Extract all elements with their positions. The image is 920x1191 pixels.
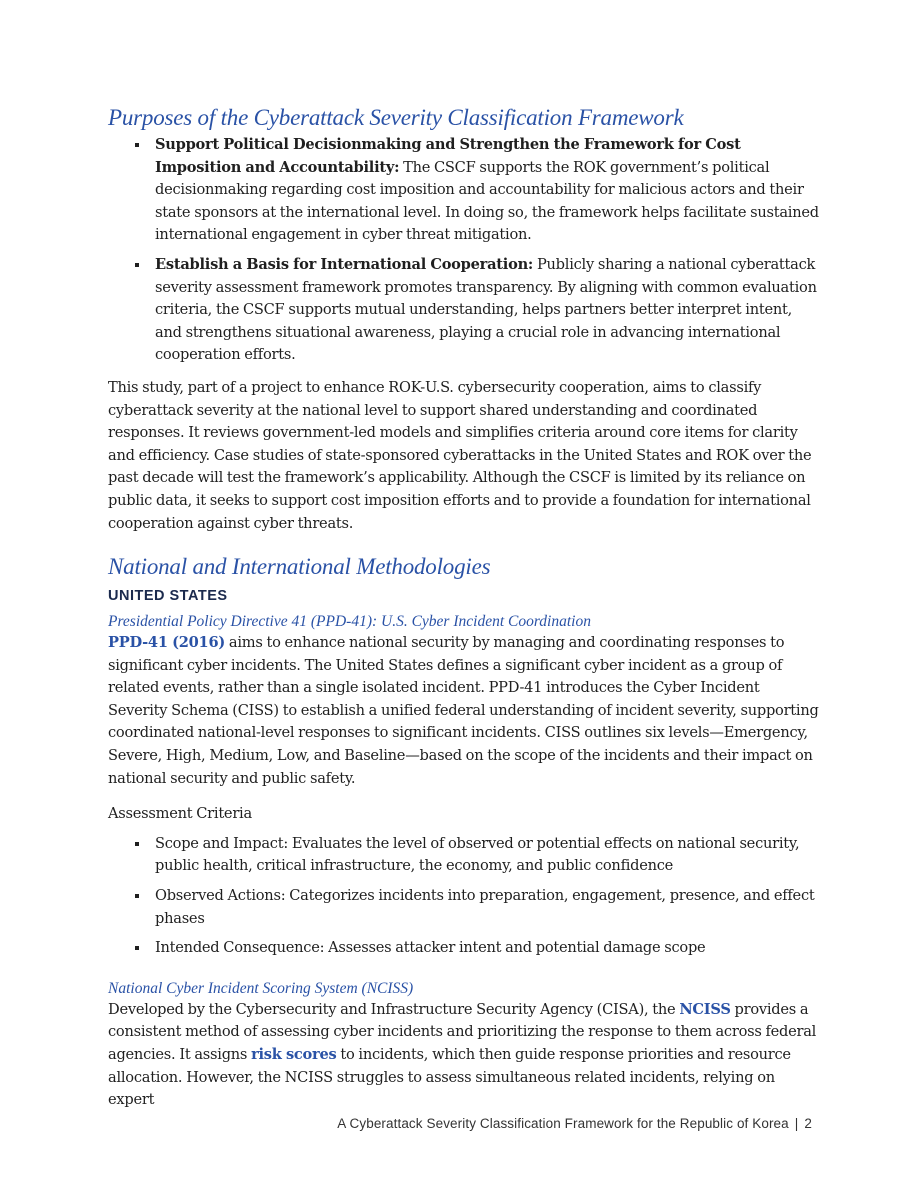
nciss-text: provides a consistent method of assessing cyber incidents and prioritizing the response to them across federal agencies. It assigns — [108, 1000, 817, 1063]
list-item — [155, 254, 820, 367]
nciss-text: Developed by the Cybersecurity and Infrastructure Security Agency (CISA), the — [108, 1000, 680, 1018]
section-title-purposes: Purposes of the Cyberattack Severity Classification Framework — [108, 105, 684, 130]
list-item: Intended Consequence: Assesses attacker intent and potential damage scope — [155, 937, 820, 960]
footer-separator: | — [794, 1116, 799, 1131]
criteria-label: Assessment Criteria — [108, 805, 252, 823]
page-number: 2 — [804, 1116, 812, 1131]
list-item: Observed Actions: Categorizes incidents into preparation, engagement, presence, and effect phases — [155, 885, 820, 930]
page-body — [108, 104, 820, 1112]
nciss-heading: National Cyber Incident Scoring System (NCISS) — [108, 979, 414, 997]
nciss-text: to incidents, which then guide response priorities and resource allocation. However, the NCISS struggles to assess simultaneous related incidents, relying on expert — [108, 1046, 791, 1109]
section-title-methodologies: National and International Methodologies — [108, 554, 491, 580]
risk-scores-link[interactable]: risk scores — [251, 1046, 337, 1063]
ppd41-heading: Presidential Policy Directive 41 (PPD-41): U.S. Cyber Incident Coordination — [108, 613, 591, 631]
list-item: Scope and Impact: Evaluates the level of observed or potential effects on national security, public health, critical infrastructure, the economy, and public confidence — [155, 833, 820, 878]
ppd41-paragraph — [108, 632, 820, 790]
footer-title: A Cyberattack Severity Classification Framework for the Republic of Korea — [337, 1116, 789, 1131]
ppd41-link[interactable]: PPD-41 (2016) — [108, 634, 225, 652]
criteria-list — [108, 833, 820, 960]
list-item — [155, 134, 820, 247]
study-paragraph: This study, part of a project to enhance ROK-U.S. cybersecurity cooperation, aims to classify cyberattack severity at the national level to support shared understanding and coordinated responses. It reviews government-led models and simplifies criteria around core items for clarity and efficiency. Case studies of state-sponsored cyberattacks in the United States and ROK over the past decade will test the framework’s applicability. Although the CSCF is limited by its reliance on public data, it seeks to support cost imposition efforts and to provide a foundation for international cooperation against cyber threats. — [108, 378, 812, 532]
nciss-link[interactable]: NCISS — [679, 1000, 731, 1018]
bullet-heading: Establish a Basis for International Cooperation: — [155, 255, 534, 273]
page-footer — [337, 1116, 812, 1131]
bullet-text: Publicly sharing a national cyberattack severity assessment framework promotes transparency. By aligning with common evaluation criteria, the CSCF supports mutual understanding, helps partners better interpret intent, and strengthens situational awareness, playing a crucial role in advancing international cooperation efforts. — [155, 255, 817, 364]
country-heading: UNITED STATES — [108, 588, 228, 605]
bullet-heading: Support Political Decisionmaking and Strengthen the Framework for Cost Imposition and Accountability: — [155, 136, 741, 176]
purposes-list — [108, 134, 820, 367]
bullet-text: The CSCF supports the ROK government’s political decisionmaking regarding cost imposition and accountability for malicious actors and their state sponsors at the international level. In doing so, the framework helps facilitate sustained international engagement in cyber threat mitigation. — [155, 158, 819, 244]
nciss-paragraph — [108, 999, 820, 1112]
ppd41-text: aims to enhance national security by managing and coordinating responses to significant cyber incidents. The United States defines a significant cyber incident as a group of related events, rather than a single isolated incident. PPD-41 introduces the Cyber Incident Severity Schema (CISS) to establish a unified federal understanding of incident severity, supporting coordinated national-level responses to significant incidents. CISS outlines six levels—Emergency, Severe, High, Medium, Low, and Baseline—based on the scope of the incidents and their impact on national security and public safety. — [108, 634, 819, 787]
